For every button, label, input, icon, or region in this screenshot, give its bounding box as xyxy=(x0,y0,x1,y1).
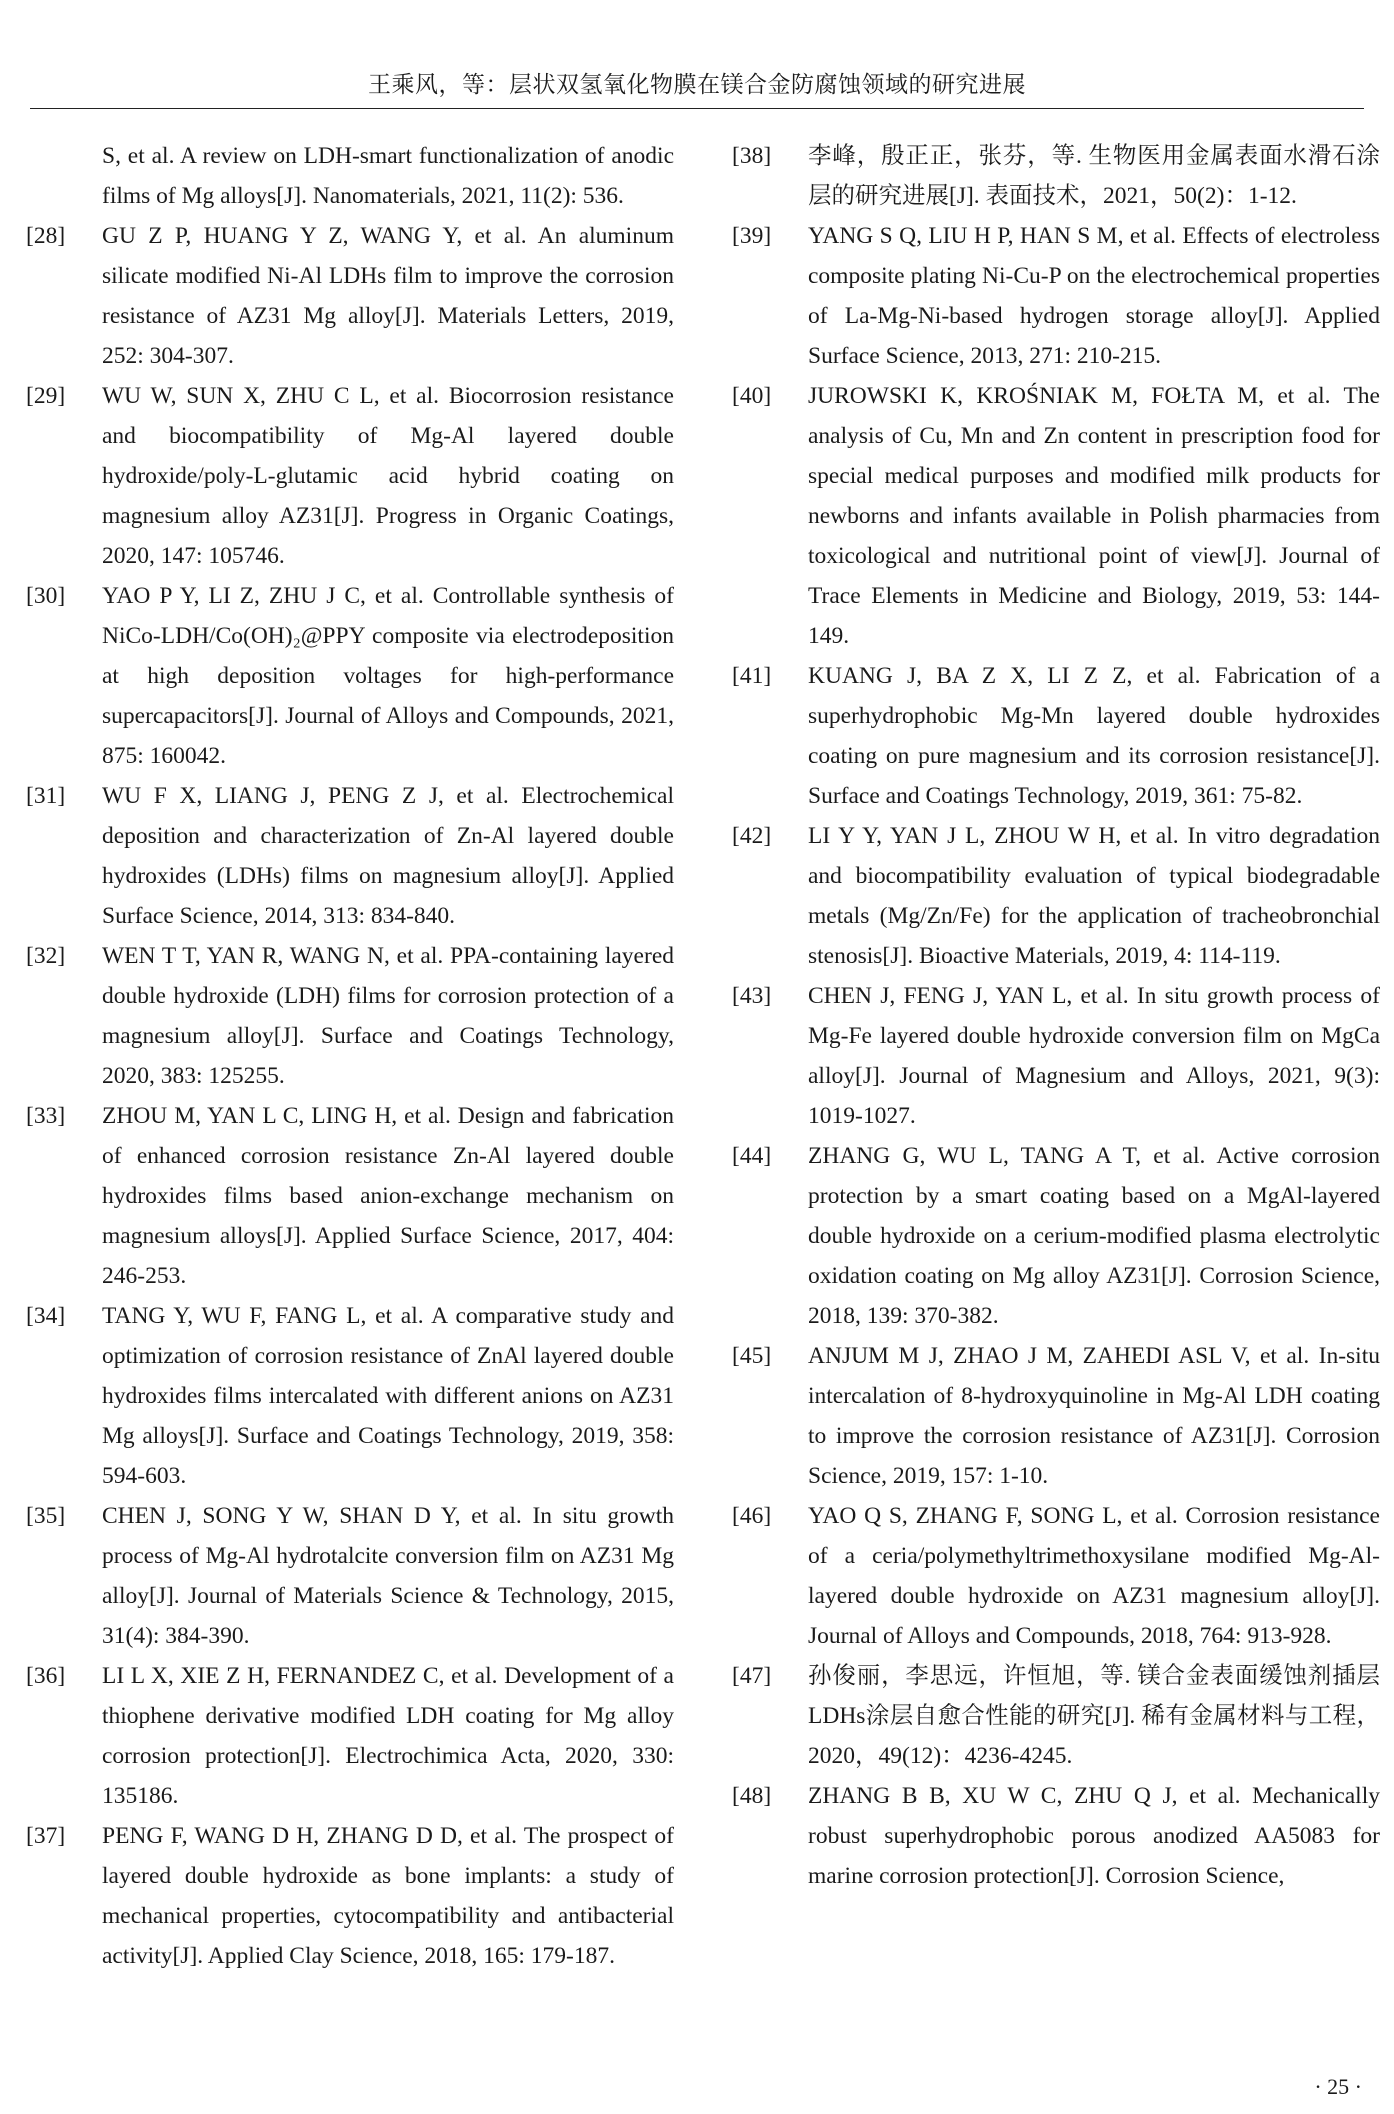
reference-text: ZHANG B B, XU W C, ZHU Q J, et al. Mechanically robust superhydrophobic porous anodized AA5083 for marine corrosion protection[J]. Corrosion Science, xyxy=(808,1783,1380,1889)
reference-number: [38] xyxy=(732,143,772,169)
reference-number: [35] xyxy=(26,1503,66,1529)
reference-number: [33] xyxy=(26,1103,66,1129)
reference-text: WU W, SUN X, ZHU C L, et al. Biocorrosion resistance and biocompatibility of Mg-Al layered double hydroxide/poly-L-glutamic acid hybrid coating on magnesium alloy AZ31[J]. Progress in Organic Coatings, 2020, 147: 105746. xyxy=(102,383,674,569)
reference-number: [46] xyxy=(732,1503,772,1529)
reference-32 xyxy=(26,936,674,1096)
reference-text: CHEN J, SONG Y W, SHAN D Y, et al. In situ growth process of Mg-Al hydrotalcite conversion film on AZ31 Mg alloy[J]. Journal of Materials Science & Technology, 2015, 31(4): 384-390. xyxy=(102,1503,674,1649)
reference-text: GU Z P, HUANG Y Z, WANG Y, et al. An aluminum silicate modified Ni-Al LDHs film to improve the corrosion resistance of AZ31 Mg alloy[J]. Materials Letters, 2019, 252: 304-307. xyxy=(102,223,674,369)
reference-43 xyxy=(732,976,1380,1136)
reference-33 xyxy=(26,1096,674,1296)
page-number: · 25 · xyxy=(1314,2074,1362,2099)
reference-39 xyxy=(732,216,1380,376)
reference-29 xyxy=(26,376,674,576)
reference-number: [42] xyxy=(732,823,772,849)
reference-text: LI Y Y, YAN J L, ZHOU W H, et al. In vitro degradation and biocompatibility evaluation of typical biodegradable metals (Mg/Zn/Fe) for the application of tracheobronchial stenosis[J]. Bioactive Materials, 2019, 4: 114-119. xyxy=(808,823,1380,969)
reference-number: [31] xyxy=(26,783,66,809)
reference-text: TANG Y, WU F, FANG L, et al. A comparative study and optimization of corrosion resistance of ZnAl layered double hydroxides films intercalated with different anions on AZ31 Mg alloys[J]. Surface and Coatings Technology, 2019, 358: 594-603. xyxy=(102,1303,674,1489)
running-title: 王乘风，等：层状双氢氧化物膜在镁合金防腐蚀领域的研究进展 xyxy=(368,72,1026,98)
reference-number: [48] xyxy=(732,1783,772,1809)
header-rule xyxy=(30,108,1364,109)
reference-number: [36] xyxy=(26,1663,66,1689)
reference-text: YAO Q S, ZHANG F, SONG L, et al. Corrosion resistance of a ceria/polymethyltrimethoxysilane modified Mg-Al-layered double hydroxide on AZ31 magnesium alloy[J]. Journal of Alloys and Compounds, 2018, 764: 913-928. xyxy=(808,1503,1380,1649)
reference-number: [45] xyxy=(732,1343,772,1369)
reference-31 xyxy=(26,776,674,936)
reference-number: [41] xyxy=(732,663,772,689)
reference-28 xyxy=(26,216,674,376)
reference-text: PENG F, WANG D H, ZHANG D D, et al. The prospect of layered double hydroxide as bone implants: a study of mechanical properties, cytocompatibility and antibacterial activity[J]. Applied Clay Science, 2018, 165: 179-187. xyxy=(102,1823,674,1969)
reference-47 xyxy=(732,1656,1380,1776)
reference-text: KUANG J, BA Z X, LI Z Z, et al. Fabrication of a superhydrophobic Mg-Mn layered double hydroxides coating on pure magnesium and its corrosion resistance[J]. Surface and Coatings Technology, 2019, 361: 75-82. xyxy=(808,663,1380,809)
reference-number: [47] xyxy=(732,1663,772,1689)
reference-text: ZHANG G, WU L, TANG A T, et al. Active corrosion protection by a smart coating based on a MgAl-layered double hydroxide on a cerium-modified plasma electrolytic oxidation coating on Mg alloy AZ31[J]. Corrosion Science, 2018, 139: 370-382. xyxy=(808,1143,1380,1329)
reference-text: JUROWSKI K, KROŚNIAK M, FOŁTA M, et al. The analysis of Cu, Mn and Zn content in prescription food for special medical purposes and modified milk products for newborns and infants available in Polish pharmacies from toxicological and nutritional point of view[J]. Journal of Trace Elements in Medicine and Biology, 2019, 53: 144-149. xyxy=(808,383,1380,649)
reference-number: [40] xyxy=(732,383,772,409)
reference-number: [44] xyxy=(732,1143,772,1169)
reference-35 xyxy=(26,1496,674,1656)
reference-number: [43] xyxy=(732,983,772,1009)
reference-text: ZHOU M, YAN L C, LING H, et al. Design and fabrication of enhanced corrosion resistance Zn-Al layered double hydroxides films based anion-exchange mechanism on magnesium alloys[J]. Applied Surface Science, 2017, 404: 246-253. xyxy=(102,1103,674,1289)
reference-number: [28] xyxy=(26,223,66,249)
reference-number: [30] xyxy=(26,583,66,609)
reference-number: [34] xyxy=(26,1303,66,1329)
reference-continuation: S, et al. A review on LDH-smart functionalization of anodic films of Mg alloys[J]. Nanomaterials, 2021, 11(2): 536. xyxy=(102,143,674,209)
reference-48 xyxy=(732,1776,1380,1896)
reference-text: YAO P Y, LI Z, ZHU J C, et al. Controllable synthesis of NiCo-LDH/Co(OH)₂@PPY composite via electrodeposition at high deposition voltages for high-performance supercapacitors[J]. Journal of Alloys and Compounds, 2021, 875: 160042. xyxy=(102,583,674,769)
reference-number: [29] xyxy=(26,383,66,409)
reference-text: YANG S Q, LIU H P, HAN S M, et al. Effects of electroless composite plating Ni-Cu-P on the electrochemical properties of La-Mg-Ni-based hydrogen storage alloy[J]. Applied Surface Science, 2013, 271: 210-215. xyxy=(808,223,1380,369)
right-column xyxy=(732,136,1380,1896)
reference-text: WEN T T, YAN R, WANG N, et al. PPA-containing layered double hydroxide (LDH) films for corrosion protection of a magnesium alloy[J]. Surface and Coatings Technology, 2020, 383: 125255. xyxy=(102,943,674,1089)
reference-36 xyxy=(26,1656,674,1816)
reference-text: 李峰，殷正正，张芬，等. 生物医用金属表面水滑石涂层的研究进展[J]. 表面技术，2021，50(2)：1-12. xyxy=(808,143,1380,209)
reference-42 xyxy=(732,816,1380,976)
reference-text: 孙俊丽，李思远，许恒旭，等. 镁合金表面缓蚀剂插层LDHs涂层自愈合性能的研究[J]. 稀有金属材料与工程，2020，49(12)：4236-4245. xyxy=(808,1663,1380,1769)
reference-40 xyxy=(732,376,1380,656)
reference-number: [39] xyxy=(732,223,772,249)
reference-34 xyxy=(26,1296,674,1496)
reference-text: WU F X, LIANG J, PENG Z J, et al. Electrochemical deposition and characterization of Zn-Al layered double hydroxides (LDHs) films on magnesium alloy[J]. Applied Surface Science, 2014, 313: 834-840. xyxy=(102,783,674,929)
reference-44 xyxy=(732,1136,1380,1336)
left-column xyxy=(26,136,674,1976)
reference-number: [37] xyxy=(26,1823,66,1849)
reference-46 xyxy=(732,1496,1380,1656)
reference-30 xyxy=(26,576,674,776)
reference-41 xyxy=(732,656,1380,816)
reference-text: CHEN J, FENG J, YAN L, et al. In situ growth process of Mg-Fe layered double hydroxide conversion film on MgCa alloy[J]. Journal of Magnesium and Alloys, 2021, 9(3): 1019-1027. xyxy=(808,983,1380,1129)
reference-text: ANJUM M J, ZHAO J M, ZAHEDI ASL V, et al. In-situ intercalation of 8-hydroxyquinoline in Mg-Al LDH coating to improve the corrosion resistance of AZ31[J]. Corrosion Science, 2019, 157: 1-10. xyxy=(808,1343,1380,1489)
reference-37 xyxy=(26,1816,674,1976)
reference-text: LI L X, XIE Z H, FERNANDEZ C, et al. Development of a thiophene derivative modified LDH coating for Mg alloy corrosion protection[J]. Electrochimica Acta, 2020, 330: 135186. xyxy=(102,1663,674,1809)
reference-number: [32] xyxy=(26,943,66,969)
reference-45 xyxy=(732,1336,1380,1496)
reference-38 xyxy=(732,136,1380,216)
